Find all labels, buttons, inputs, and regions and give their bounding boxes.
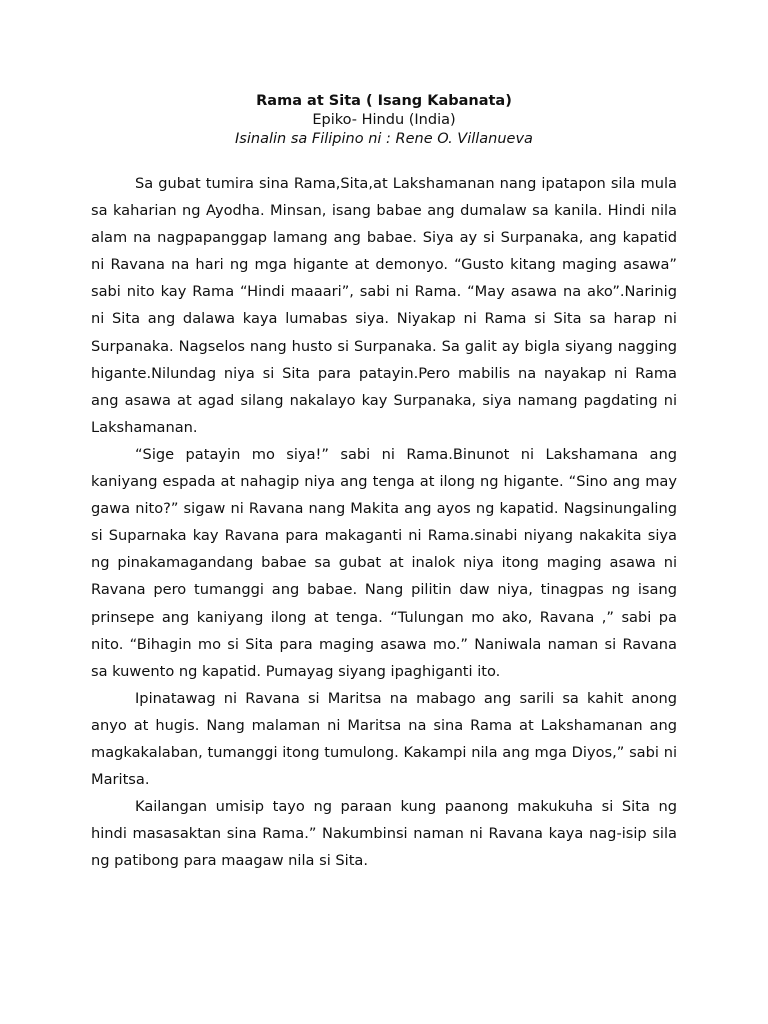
document-title: Rama at Sita ( Isang Kabanata) bbox=[256, 93, 512, 109]
paragraph: “Sige patayin mo siya!” sabi ni Rama.Binunot ni Lakshamana ang kaniyang espada at nahagip niya ang tenga at ilong ng higante. “Sino ang may gawa nito?” sigaw ni Ravana nang Makita ang ayos ng kapatid. Nagsinungaling si Suparnaka kay Ravana para makaganti ni Rama.sinabi niyang nakakita siya ng pinakamagandang babae sa gubat at inalok niya itong maging asawa ni Ravana pero tumanggi ang babae. Nang pilitin daw niya, tinagpas ng isang prinsepe ang kaniyang ilong at tenga. “Tulungan mo ako, Ravana ,” sabi pa nito. “Bihagin mo si Sita para maging asawa mo.” Naniwala naman si Ravana sa kuwento ng kapatid. Pumayag siyang ipaghiganti ito. bbox=[91, 445, 677, 680]
translator-credit: Isinalin sa Filipino ni : Rene O. Villanueva bbox=[235, 131, 533, 147]
document-header bbox=[0, 92, 768, 149]
document-subtitle: Epiko- Hindu (India) bbox=[312, 112, 456, 128]
paragraph: Sa gubat tumira sina Rama,Sita,at Lakshamanan nang ipatapon sila mula sa kaharian ng Ayodha. Minsan, isang babae ang dumalaw sa kanila. Hindi nila alam na nagpapanggap lamang ang babae. Siya ay si Surpanaka, ang kapatid ni Ravana na hari ng mga higante at demonyo. “Gusto kitang maging asawa” sabi nito kay Rama “Hindi maaari”, sabi ni Rama. “May asawa na ako”.Narinig ni Sita ang dalawa kaya lumabas siya. Niyakap ni Rama si Sita sa harap ni Surpanaka. Nagselos nang husto si Surpanaka. Sa galit ay bigla siyang nagging higante.Nilundag niya si Sita para patayin.Pero mabilis na nayakap ni Rama ang asawa at agad silang nakalayo kay Surpanaka, siya namang pagdating ni Lakshamanan. bbox=[91, 175, 677, 436]
document-body bbox=[91, 170, 677, 874]
paragraph: Kailangan umisip tayo ng paraan kung paanong makukuha si Sita ng hindi masasaktan sina Rama.” Nakumbinsi naman ni Ravana kaya nag-isip sila ng patibong para maagaw nila si Sita. bbox=[91, 798, 677, 870]
paragraph: Ipinatawag ni Ravana si Maritsa na mabago ang sarili sa kahit anong anyo at hugis. Nang malaman ni Maritsa na sina Rama at Lakshamanan ang magkakalaban, tumanggi itong tumulong. Kakampi nila ang mga Diyos,” sabi ni Maritsa. bbox=[91, 689, 677, 789]
